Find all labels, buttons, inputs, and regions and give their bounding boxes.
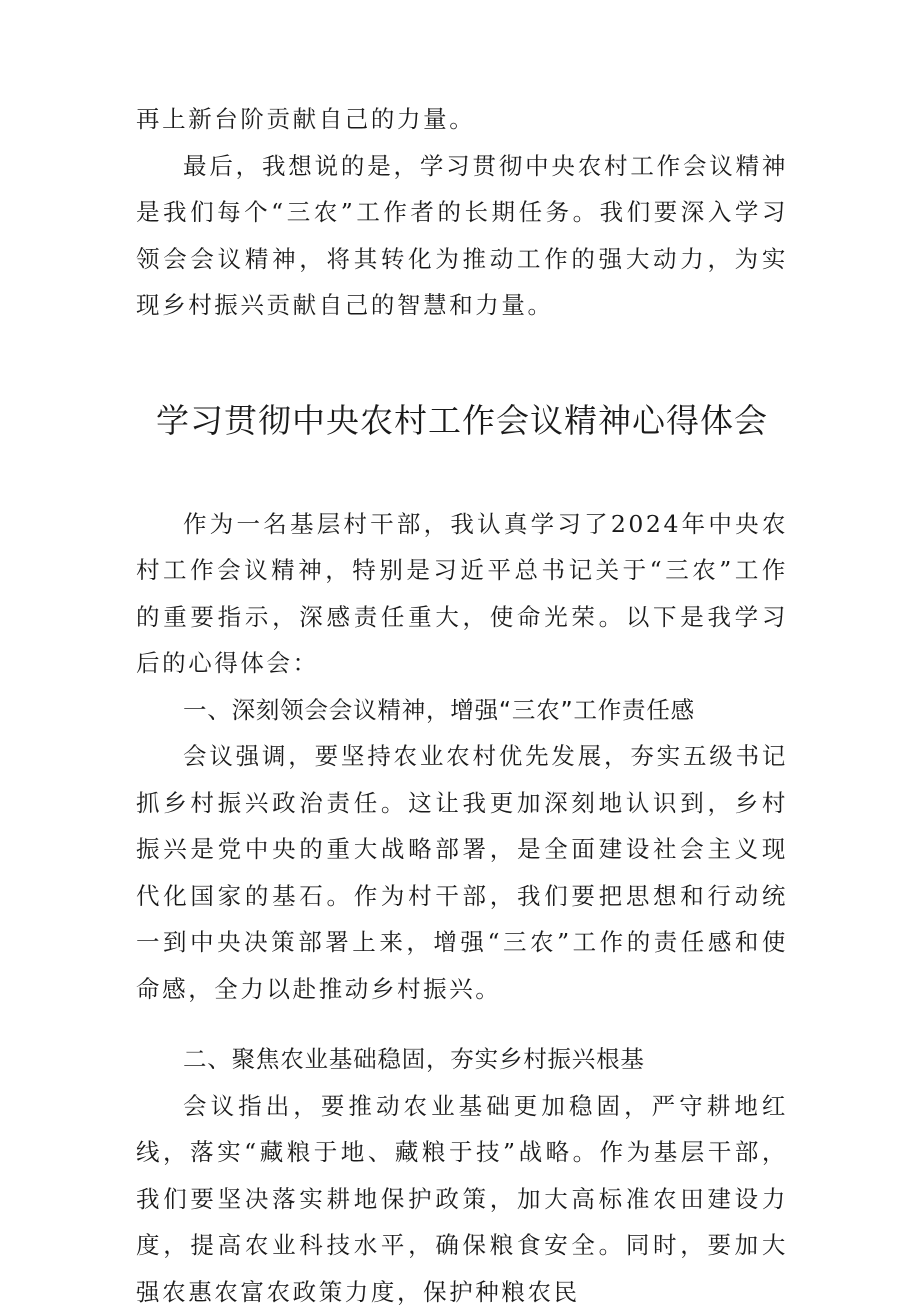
intro-paragraph: 作为一名基层村干部，我认真学习了2024年中央农村工作会议精神，特别是习近平总书记关于“三农”工作的重要指示，深感责任重大，使命光荣。以下是我学习后的心得体会：: [136, 501, 788, 687]
section-heading-1: 一、深刻领会会议精神，增强“三农”工作责任感: [136, 687, 788, 734]
section-heading-2: 二、聚焦农业基础稳固，夯实乡村振兴根基: [136, 1036, 788, 1083]
section-body-2: 会议指出，要推动农业基础更加稳固，严守耕地红线，落实“藏粮于地、藏粮于技”战略。作为基层干部，我们要坚决落实耕地保护政策，加大高标准农田建设力度，提高农业科技水平，确保粮食安全。同时，要加大强农惠农富农政策力度，保护种粮农民: [136, 1083, 788, 1315]
document-page: [136, 96, 788, 1315]
previous-section-closing-paragraph: 最后，我想说的是，学习贯彻中央农村工作会议精神是我们每个“三农”工作者的长期任务。我们要深入学习领会会议精神，将其转化为推动工作的强大动力，为实现乡村振兴贡献自己的智慧和力量。: [136, 143, 788, 329]
previous-section-continuation: 再上新台阶贡献自己的力量。: [136, 96, 788, 143]
section-body-1: 会议强调，要坚持农业农村优先发展，夯实五级书记抓乡村振兴政治责任。这让我更加深刻地认识到，乡村振兴是党中央的重大战略部署，是全面建设社会主义现代化国家的基石。作为村干部，我们要把思想和行动统一到中央决策部署上来，增强“三农”工作的责任感和使命感，全力以赴推动乡村振兴。: [136, 733, 788, 1012]
article-title: 学习贯彻中央农村工作会议精神心得体会: [136, 329, 788, 501]
